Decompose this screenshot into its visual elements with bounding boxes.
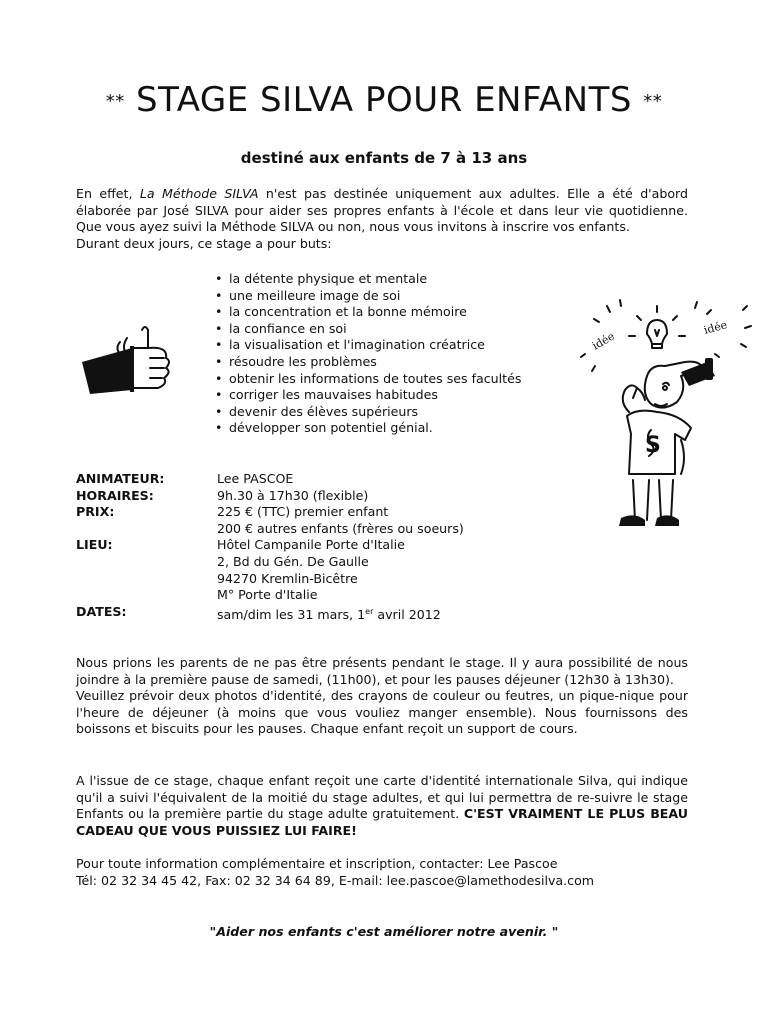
- goal-item: • obtenir les informations de toutes ses facultés: [215, 371, 521, 388]
- lieu-line: 94270 Kremlin-Bicêtre: [217, 570, 358, 586]
- intro-paragraph: [76, 186, 688, 252]
- parents-text-1: Nous prions les parents de ne pas être présents pendant le stage. Il y aura possibilité de nous joindre à la première pause de samedi, (11h00), et pour les pauses déjeuner (12h30 à 13h30).: [76, 655, 688, 687]
- goal-item: • la détente physique et mentale: [215, 271, 521, 288]
- info-row-dates: [76, 604, 577, 624]
- dates-label: DATES:: [76, 603, 127, 619]
- goal-item: • devenir des élèves supérieurs: [215, 404, 521, 421]
- goals-list: [215, 271, 521, 437]
- contact-line-1: Pour toute information complémentaire et inscription, contacter: Lee Pascoe: [76, 856, 558, 871]
- idea-label-left: idée: [590, 329, 617, 353]
- intro-rest: n'est pas destinée uniquement aux adultes. Elle a été d'abord élaborée par José SILVA pour aider ses propres enfants à l'école et dans leur vie quotidienne. Que vous ayez suivi la Méthode SILVA ou non, nous vous invitons à inscrire vos enfants.: [76, 186, 689, 235]
- lightbulb-icon: [647, 320, 667, 348]
- goal-item: • développer son potentiel génial.: [215, 420, 521, 437]
- shirt-letter: S: [645, 433, 661, 458]
- info-row-horaires: [76, 488, 577, 505]
- goal-item: • une meilleure image de soi: [215, 288, 521, 305]
- goals-intro: Durant deux jours, ce stage a pour buts:: [76, 235, 332, 251]
- title-text: STAGE SILVA POUR ENFANTS: [136, 80, 632, 120]
- intro-pre: En effet,: [76, 186, 140, 201]
- info-row-lieu: [76, 537, 577, 603]
- info-row-prix: [76, 504, 577, 537]
- document-subtitle: destiné aux enfants de 7 à 13 ans: [240, 149, 528, 167]
- prix-label: PRIX:: [76, 504, 115, 520]
- method-name: La Méthode SILVA: [139, 186, 259, 201]
- lieu-line: Hôtel Campanile Porte d'Italie: [217, 537, 405, 553]
- goal-item: • la visualisation et l'imagination créatrice: [215, 337, 521, 354]
- thumbs-up-hand-icon: [80, 322, 180, 402]
- lieu-label: LIEU:: [76, 537, 113, 553]
- intro-text: [76, 186, 688, 236]
- goal-item: • la concentration et la bonne mémoire: [215, 304, 521, 321]
- info-block: [76, 471, 577, 624]
- parents-paragraph: [76, 655, 688, 738]
- thinking-child-icon: [555, 292, 765, 537]
- dates-pre: sam/dim les 31 mars, 1: [217, 606, 366, 622]
- lieu-line: M° Porte d'Italie: [217, 587, 318, 603]
- horaires-label: HORAIRES:: [76, 487, 154, 503]
- contact-block: [76, 856, 594, 889]
- animateur-label: ANIMATEUR:: [76, 471, 165, 486]
- ending-text: A l'issue de ce stage, chaque enfant reçoit une carte d'identité internationale Silva, qui indique qu'il a suivi l'équivalent de la moitié du stage adultes, et qui lui permettra de re-suivre le stage Enfants ou la première partie du stage adulte gratuitement.: [76, 773, 688, 822]
- goal-item: • corriger les mauvaises habitudes: [215, 387, 521, 404]
- dates-sup: er: [365, 606, 374, 616]
- prix-values: [217, 504, 577, 537]
- document-title: [0, 80, 768, 120]
- goal-item: • résoudre les problèmes: [215, 354, 521, 371]
- ending-paragraph: [76, 773, 688, 839]
- parents-text-2: Veuillez prévoir deux photos d'identité, des crayons de couleur ou feutres, un pique-nique pour l'heure de déjeuner (à moins que vous vouliez manger ensemble). Nous fournissons des boissons et biscuits pour les pauses. Chaque enfant reçoit un support de cours.: [76, 688, 688, 737]
- info-row-animateur: [76, 471, 577, 488]
- title-stars-left: **: [105, 91, 125, 112]
- prix-others: 200 € autres enfants (frères ou soeurs): [217, 520, 464, 536]
- closing-quote: "Aider nos enfants c'est améliorer notre avenir. ": [209, 924, 559, 939]
- lieu-line: 2, Bd du Gén. De Gaulle: [217, 553, 369, 569]
- animateur-value: Lee PASCOE: [217, 471, 294, 486]
- lieu-values: [217, 537, 577, 603]
- goal-item: • la confiance en soi: [215, 321, 521, 338]
- ending-bold: C'EST VRAIMENT LE PLUS BEAU CADEAU QUE VOUS PUISSIEZ LUI FAIRE!: [76, 806, 688, 838]
- dates-value: [217, 604, 577, 624]
- prix-first: 225 € (TTC) premier enfant: [217, 504, 389, 520]
- horaires-value: 9h.30 à 17h30 (flexible): [217, 487, 369, 503]
- idea-label-right: idée: [702, 318, 729, 337]
- title-stars-right: **: [643, 91, 663, 112]
- dates-post: avril 2012: [373, 606, 441, 622]
- contact-line-2: Tél: 02 32 34 45 42, Fax: 02 32 34 64 89, E-mail: lee.pascoe@lamethodesilva.com: [76, 872, 595, 888]
